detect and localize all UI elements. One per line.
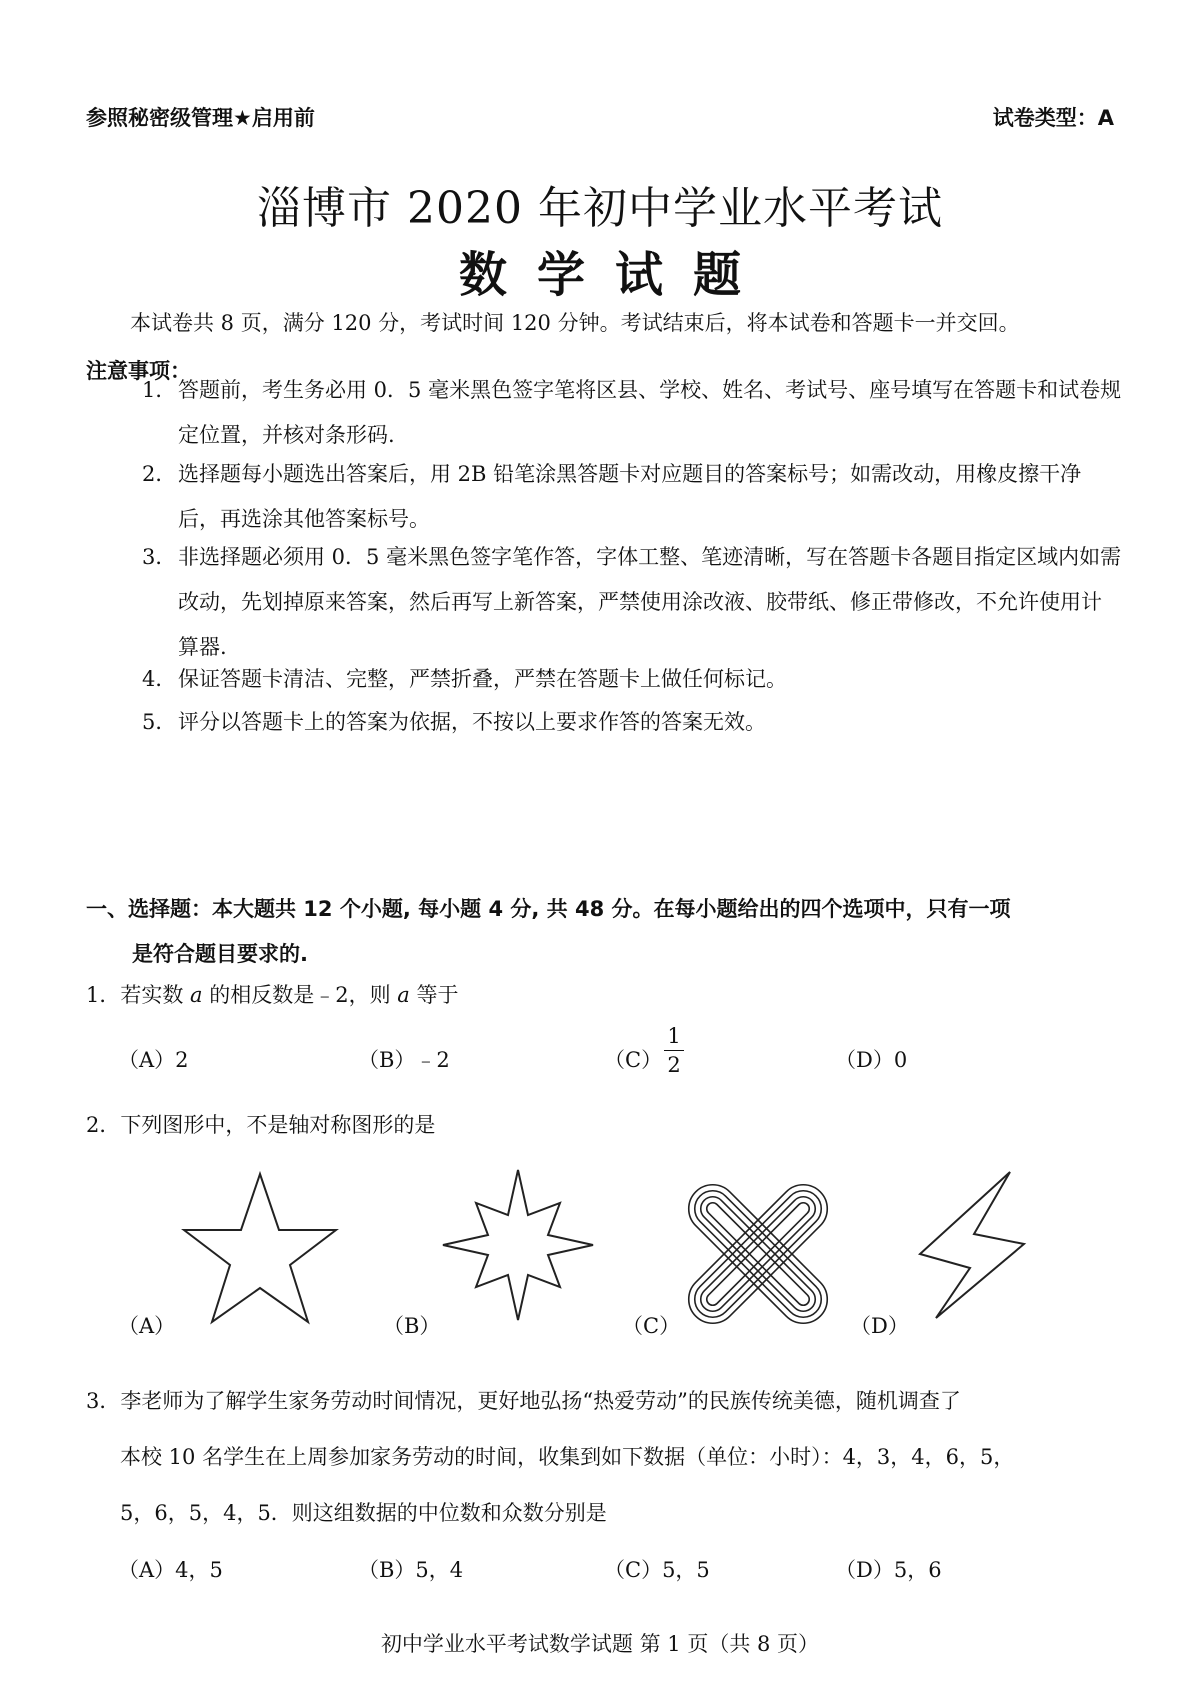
question-2-stem: 2．下列图形中，不是轴对称图形的是 — [86, 1113, 436, 1137]
secrecy-label: 参照秘密级管理★启用前 — [86, 106, 315, 130]
exam-subtitle: 数学试题 — [458, 247, 771, 303]
fraction-numerator: 1 — [667, 1024, 681, 1048]
q3-option-c: （C）5，5 — [604, 1558, 710, 1582]
note-text: 答题前，考生务必用 0．5 毫米黑色签字笔将区县、学校、姓名、考试号、座号填写在答题卡和试卷规定位置，并核对条形码. — [178, 378, 1122, 447]
q3-line3: 5，6，5，4，5．则这组数据的中位数和众数分别是 — [120, 1501, 607, 1525]
lightning-bolt-shape — [920, 1172, 1024, 1318]
note-item-4 — [142, 657, 1122, 702]
page-footer: 初中学业水平考试数学试题 第 1 页（共 8 页） — [380, 1632, 820, 1656]
q1-variable: a — [397, 983, 410, 1007]
note-item-3 — [142, 535, 1122, 670]
exam-intro: 本试卷共 8 页，满分 120 分，考试时间 120 分钟。考试结束后，将本试卷和答题卡一并交回。 — [130, 311, 1020, 335]
note-number: 2． — [142, 462, 177, 486]
section-heading-line2: 是符合题目要求的. — [132, 942, 308, 966]
eight-point-star-figure — [438, 1165, 598, 1325]
knot-figure — [676, 1172, 840, 1336]
eight-point-star-shape — [443, 1170, 593, 1320]
star-figure — [180, 1170, 340, 1330]
fraction-bar — [664, 1050, 684, 1051]
five-point-star-shape — [184, 1174, 336, 1322]
note-text: 保证答题卡清洁、完整，严禁折叠，严禁在答题卡上做任何标记。 — [178, 667, 787, 691]
paper-type-label: 试卷类型：A — [992, 106, 1114, 130]
knot-loops — [679, 1175, 837, 1333]
q3-option-d: （D）5，6 — [835, 1558, 942, 1582]
q3-line2: 本校 10 名学生在上周参加家务劳动的时间，收集到如下数据（单位：小时）：4，3，4，6，5， — [120, 1445, 1015, 1469]
q1-option-c-label: （C） — [604, 1048, 663, 1072]
q3-option-a: （A）4，5 — [118, 1558, 223, 1582]
section-heading-line1: 一、选择题：本大题共 12 个小题, 每小题 4 分, 共 48 分。在每小题给出的四个选项中，只有一项 — [86, 897, 1011, 921]
q1-stem-suffix: 等于 — [409, 983, 459, 1007]
q2-label-b: （B） — [383, 1314, 441, 1338]
note-number: 3． — [142, 545, 177, 569]
note-item-5 — [142, 700, 1122, 745]
q1-option-a: （A）2 — [118, 1048, 189, 1072]
note-text: 评分以答题卡上的答案为依据，不按以上要求作答的答案无效。 — [178, 710, 766, 734]
note-text: 非选择题必须用 0．5 毫米黑色签字笔作答，字体工整、笔迹清晰，写在答题卡各题目指定区域内如需改动，先划掉原来答案，然后再写上新答案，严禁使用涂改液、胶带纸、修正带修改，不允许使用计算器. — [178, 545, 1122, 659]
notes-heading: 注意事项： — [86, 359, 191, 383]
question-3-stem — [86, 1373, 1126, 1541]
note-item-2 — [142, 452, 1122, 542]
note-item-1 — [142, 368, 1122, 458]
note-text: 选择题每小题选出答案后，用 2B 铅笔涂黑答题卡对应题目的答案标号；如需改动，用橡皮擦干净后，再选涂其他答案标号。 — [178, 462, 1082, 531]
section-heading — [86, 887, 1126, 977]
knot-loop — [679, 1175, 837, 1333]
note-number: 4． — [142, 667, 177, 691]
q2-label-c: （C） — [622, 1314, 681, 1338]
note-number: 1． — [142, 378, 177, 402]
q3-option-b: （B）5，4 — [358, 1558, 464, 1582]
question-1-stem — [86, 980, 459, 1010]
q3-line1: 3．李老师为了解学生家务劳动时间情况，更好地弘扬“热爱劳动”的民族传统美德，随机调查了 — [86, 1389, 961, 1413]
knot-loop — [696, 1192, 820, 1316]
lightning-bolt-figure — [914, 1168, 1034, 1328]
q1-option-b: （B）﹣2 — [358, 1048, 450, 1072]
q1-variable: a — [190, 983, 203, 1007]
note-number: 5． — [142, 710, 177, 734]
knot-loop — [704, 1200, 811, 1307]
q1-option-d: （D）0 — [835, 1048, 908, 1072]
q1-stem-prefix: 1．若实数 — [86, 983, 191, 1007]
fraction-denominator: 2 — [667, 1053, 681, 1077]
q2-label-a: （A） — [118, 1314, 176, 1338]
knot-loop — [696, 1192, 820, 1316]
q2-label-d: （D） — [850, 1314, 909, 1338]
knot-loop — [679, 1175, 837, 1333]
q1-stem-mid: 的相反数是﹣2，则 — [202, 983, 398, 1007]
knot-loop — [704, 1200, 811, 1307]
exam-title: 淄博市 2020 年初中学业水平考试 — [257, 183, 943, 234]
q1-option-c-fraction — [664, 1024, 684, 1077]
